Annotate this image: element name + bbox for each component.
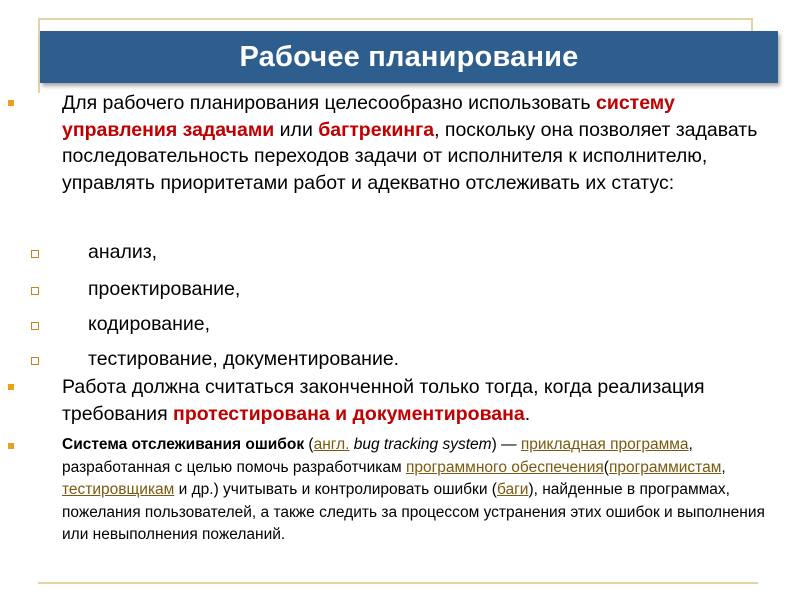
link-testers[interactable]: тестировщикам: [62, 481, 175, 498]
highlight-task-system: систему управления задачами: [62, 92, 675, 141]
frame-line-top: [38, 18, 753, 20]
sub-item-coding: кодирование,: [88, 313, 211, 335]
link-software[interactable]: программного обеспечения: [406, 458, 604, 476]
link-programmers[interactable]: программистам: [608, 458, 722, 476]
link-bugs[interactable]: баги: [496, 481, 529, 498]
intro-text-3: , поскольку она позволяет задавать последовательность переходов задачи от исполнителя к исполнителю, управлять приоритетами работ и адекватно отслеживать их статус:: [62, 118, 758, 194]
highlight-bugtracking: багтрекинга: [318, 118, 435, 141]
bt-text-3: , разработанная с целью помочь разработчикам: [62, 436, 693, 476]
bt-text-2: ) —: [491, 436, 521, 453]
slide-title: Рабочее планирование: [239, 40, 579, 73]
square-bullet-icon: [8, 384, 14, 390]
completion-paragraph: [62, 374, 777, 427]
bt-english-term: bug tracking system: [349, 436, 492, 453]
completion-text-2: .: [524, 402, 531, 425]
frame-line-bottom: [38, 582, 758, 584]
intro-paragraph: [62, 90, 777, 196]
intro-text-1: Для рабочего планирования целесообразно использовать: [62, 92, 596, 114]
title-bar: [40, 31, 778, 83]
link-applied-program[interactable]: прикладная программа: [520, 436, 689, 453]
square-bullet-icon: [8, 443, 14, 449]
hollow-square-bullet-icon: [31, 250, 39, 258]
hollow-square-bullet-icon: [31, 287, 39, 295]
square-bullet-icon: [8, 100, 14, 106]
intro-text-2: или: [274, 118, 319, 141]
sub-item-analysis: анализ,: [88, 241, 158, 263]
highlight-tested-documented: протестирована и документирована: [173, 402, 525, 425]
link-english[interactable]: англ.: [313, 436, 350, 453]
hollow-square-bullet-icon: [31, 322, 39, 330]
sub-item-design: проектирование,: [88, 278, 241, 300]
bt-text-4: (: [603, 458, 609, 476]
bt-text-1: (: [304, 436, 314, 453]
bt-text-6: и др.) учитывать и контролировать ошибки (: [174, 481, 497, 498]
completion-text-1: Работа должна считаться законченной только тогда, когда реализация требования: [62, 376, 705, 425]
bugtracker-term: Система отслеживания ошибок: [62, 436, 305, 453]
bt-text-7: ), найденные в программах, пожелания пользователей, а также следить за процессом устранения этих ошибок и выполнения или невыполнения пожеланий.: [62, 481, 765, 543]
bt-text-5: ,: [721, 458, 726, 476]
bugtracker-paragraph: [62, 434, 782, 547]
sub-item-testing: тестирование, документирование.: [88, 348, 400, 370]
hollow-square-bullet-icon: [31, 357, 39, 365]
